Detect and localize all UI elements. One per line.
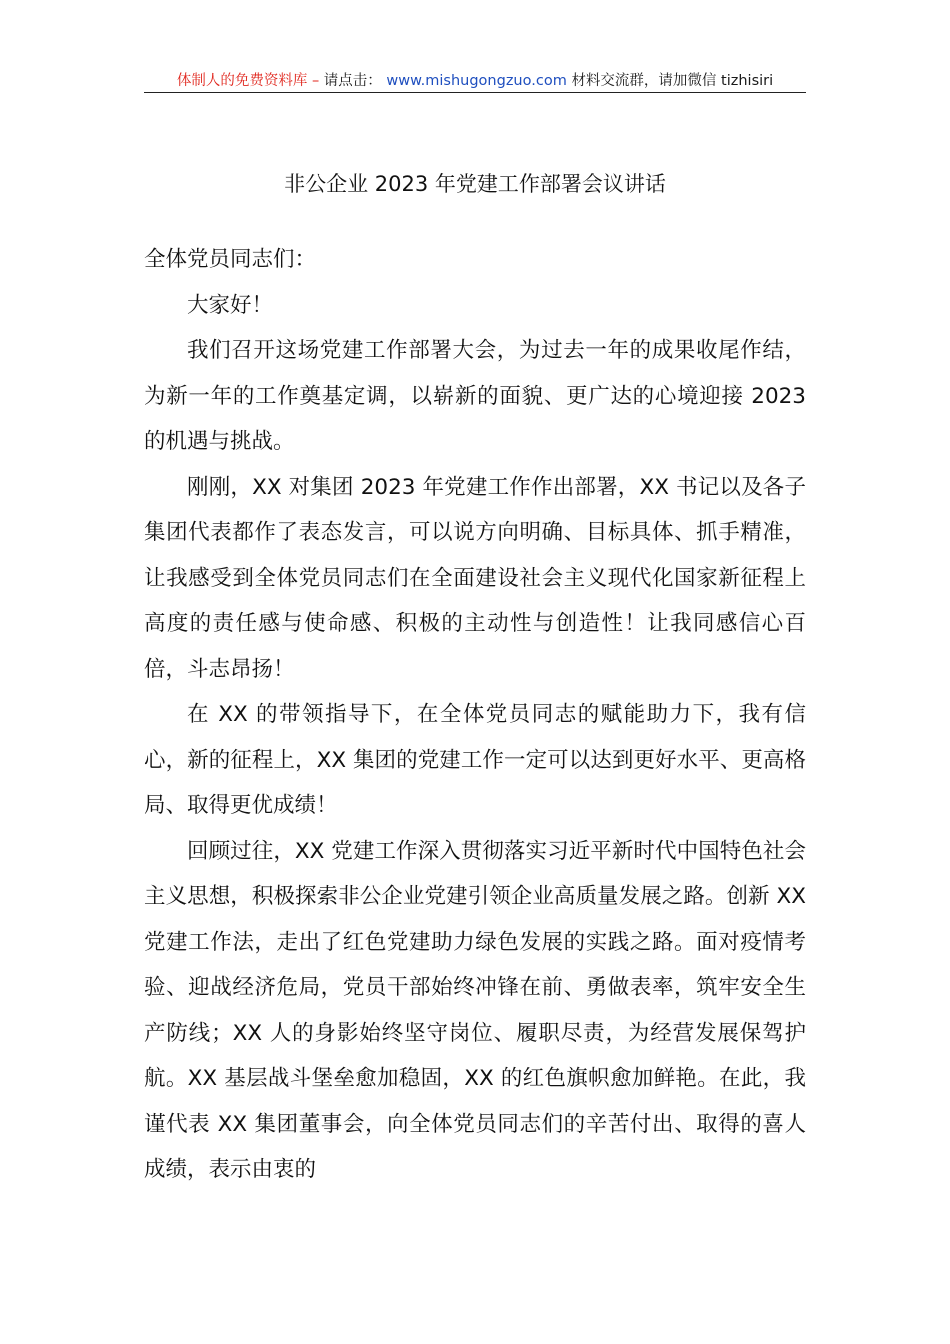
paragraph-greeting: 大家好！: [187, 292, 274, 318]
document-body: [144, 237, 806, 1193]
header-prompt: 请点击：: [323, 73, 382, 89]
paragraph: 刚刚，XX 对集团 2023 年党建工作作出部署，XX 书记以及各子集团代表都作了表态发言，可以说方向明确、目标具体、抓手精准，让我感受到全体党员同志们在全面建设社会主义现代化国家新征程上高度的责任感与使命感、积极的主动性与创造性！让我同感信心百倍，斗志昂扬！: [144, 474, 806, 682]
document-title: 非公企业 2023 年党建工作部署会议讲话: [284, 172, 666, 196]
header-brand: 体制人的免费资料库: [176, 73, 308, 89]
paragraph: 我们召开这场党建工作部署大会，为过去一年的成果收尾作结，为新一年的工作奠基定调，以崭新的面貌、更广达的心境迎接 2023 的机遇与挑战。: [144, 338, 806, 454]
paragraph: 在 XX 的带领指导下，在全体党员同志的赋能助力下，我有信心，新的征程上，XX 集团的党建工作一定可以达到更好水平、更高格局、取得更优成绩！: [144, 702, 806, 818]
header-dash: –: [311, 73, 320, 89]
page-header: [144, 70, 806, 93]
paragraph: 回顾过往，XX 党建工作深入贯彻落实习近平新时代中国特色社会主义思想，积极探索非公企业党建引领企业高质量发展之路。创新 XX 党建工作法，走出了红色党建助力绿色发展的实践之路。面对疫情考验、迎战经济危局，党员干部始终冲锋在前、勇做表率，筑牢安全生产防线；XX 人的身影始终坚守岗位、履职尽责，为经营发展保驾护航。XX 基层战斗堡垒愈加稳固，XX 的红色旗帜愈加鲜艳。在此，我谨代表 XX 集团董事会，向全体党员同志们的辛苦付出、取得的喜人成绩，表示由衷的: [144, 838, 806, 1182]
header-url-link[interactable]: www.mishugongzuo.com: [386, 73, 567, 89]
salutation: 全体党员同志们：: [144, 247, 317, 272]
header-suffix: 材料交流群，请加微信 tizhisiri: [571, 73, 774, 89]
